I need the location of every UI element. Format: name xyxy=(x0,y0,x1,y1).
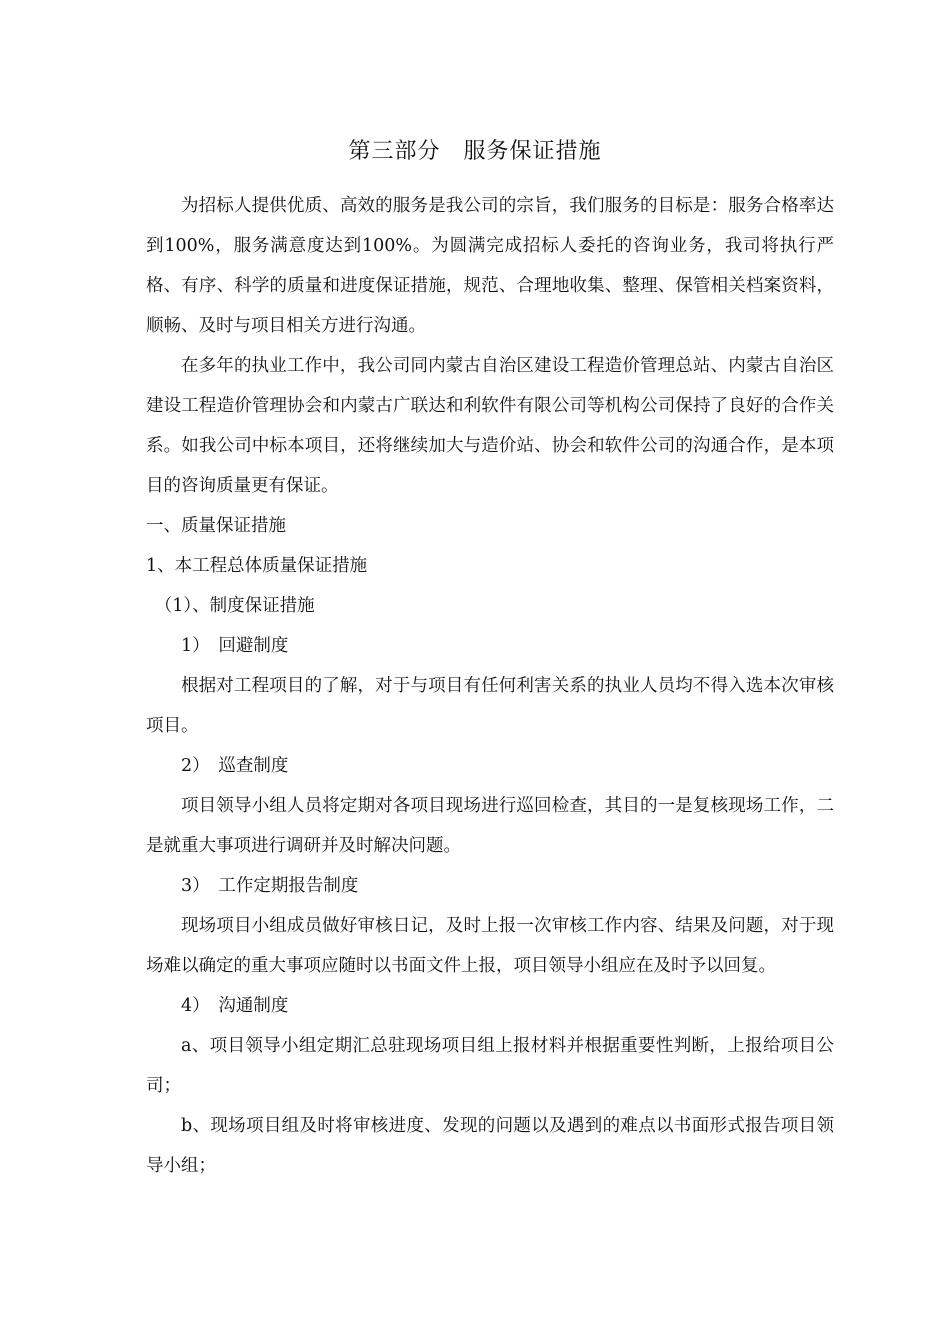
item-text-avoidance: 根据对工程项目的了解，对于与项目有任何利害关系的执业人员均不得入选本次审核项目。 xyxy=(146,676,834,736)
item-heading-communication: 4） 沟通制度 xyxy=(181,996,289,1016)
item-text-reporting: 现场项目小组成员做好审核日记，及时上报一次审核工作内容、结果及问题，对于现场难以确定的重大事项应随时以书面文件上报，项目领导小组应在及时予以回复。 xyxy=(146,916,834,976)
item-text-inspection: 项目领导小组人员将定期对各项目现场进行巡回检查，其目的一是复核现场工作，二是就重大事项进行调研并及时解决问题。 xyxy=(146,796,834,856)
item-text-communication-a: a、项目领导小组定期汇总驻现场项目组上报材料并根据重要性判断，上报给项目公司； xyxy=(146,1036,834,1096)
subsection-heading-system: （1）、制度保证措施 xyxy=(154,596,315,616)
item-heading-inspection: 2） 巡查制度 xyxy=(181,756,289,776)
page-title: 第三部分 服务保证措施 xyxy=(348,139,602,164)
section-heading-quality: 一、质量保证措施 xyxy=(146,516,286,536)
intro-paragraph-2: 在多年的执业工作中，我公司同内蒙古自治区建设工程造价管理总站、内蒙古自治区建设工程造价管理协会和内蒙古广联达和利软件有限公司等机构公司保持了良好的合作关系。如我公司中标本项目，还将继续加大与造价站、协会和软件公司的沟通合作，是本项目的咨询质量更有保证。 xyxy=(146,356,834,496)
item-text-communication-b: b、现场项目组及时将审核进度、发现的问题以及遇到的难点以书面形式报告项目领导小组； xyxy=(146,1116,834,1176)
intro-paragraph-1: 为招标人提供优质、高效的服务是我公司的宗旨，我们服务的目标是：服务合格率达到100%，服务满意度达到100%。为圆满完成招标人委托的咨询业务，我司将执行严格、有序、科学的质量和进度保证措施，规范、合理地收集、整理、保管相关档案资料，顺畅、及时与项目相关方进行沟通。 xyxy=(146,196,834,336)
document-body xyxy=(146,186,834,1186)
item-heading-avoidance: 1） 回避制度 xyxy=(181,636,289,656)
item-heading-reporting: 3） 工作定期报告制度 xyxy=(181,876,359,896)
subsection-heading-overall: 1、本工程总体质量保证措施 xyxy=(146,556,368,576)
